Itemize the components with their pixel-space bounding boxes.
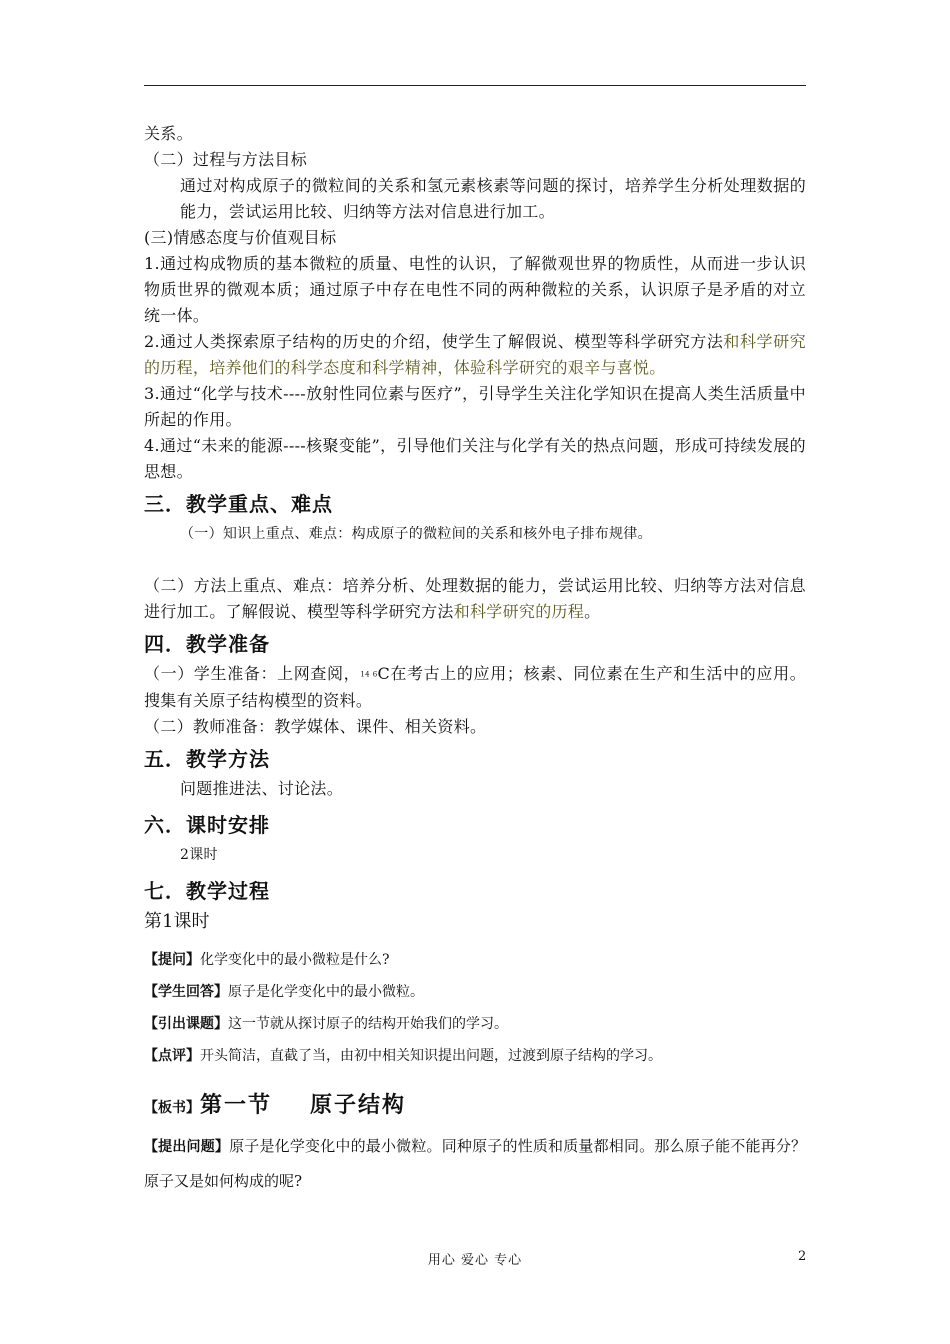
subheading-process-method: （二）过程与方法目标 — [144, 150, 308, 169]
board-title-topic: 原子结构 — [310, 1092, 407, 1118]
section-heading-5: 五．教学方法 — [144, 746, 270, 771]
process-item-topic — [144, 1008, 806, 1040]
tag-label: 【学生回答】 — [144, 983, 228, 1000]
section-heading-3: 三．教学重点、难点 — [144, 492, 333, 516]
method-focus-text: （二）方法上重点、难点：培养分析、处理数据的能力，尝试运用比较、归纳等方法对信息进行加工。了解假说、模型等科学研究方法 — [144, 576, 806, 621]
paragraph-method-focus — [144, 573, 806, 625]
tag-label: 【点评】 — [144, 1047, 200, 1064]
paragraph-student-prep — [144, 661, 806, 714]
document-body — [144, 121, 806, 1213]
footer-motto: 用心 爱心 专心 — [427, 1253, 523, 1268]
board-tag: 【板书】 — [144, 1099, 200, 1116]
student-prep-text-2: C在考古上的应用；核素、同位素在生产和生活中的应用。搜集有关原子结构模型的资料。 — [144, 664, 807, 710]
text-line: 关系。 — [144, 124, 193, 143]
paragraph-schedule: 2课时 — [180, 846, 218, 863]
tag-label: 【提问】 — [144, 951, 200, 968]
student-prep-text: （一）学生准备：上网查阅， — [144, 664, 361, 683]
page-number: 2 — [798, 1249, 807, 1264]
section-heading-6: 六．课时安排 — [144, 812, 270, 837]
item-text: 这一节就从探讨原子的结构开始我们的学习。 — [228, 1015, 508, 1032]
isotope-notation: 14 6 — [360, 670, 378, 679]
paragraph-teacher-prep: （二）教师准备：教学媒体、课件、相关资料。 — [144, 716, 487, 736]
process-item-comment — [144, 1040, 806, 1072]
item-text: 原子是化学变化中的最小微粒。 — [228, 983, 424, 1000]
section-heading-7: 七．教学过程 — [144, 878, 270, 903]
item-text: 开头简洁，直截了当，由初中相关知识提出问题，过渡到原子结构的学习。 — [200, 1047, 662, 1064]
paragraph-item-4: 4.通过“未来的能源----核聚变能”，引导他们关注与化学有关的热点问题，形成可持续发展的思想。 — [144, 436, 806, 481]
paragraph-item-1: 1.通过构成物质的基本微粒的质量、电性的认识，了解微观世界的物质性，从而进一步认识物质世界的微观本质；通过原子中存在电性不同的两种微粒的关系，认识原子是矛盾的对立统一体。 — [144, 254, 806, 325]
paragraph-knowledge-focus: （一）知识上重点、难点：构成原子的微粒间的关系和核外电子排布规律。 — [180, 526, 652, 542]
process-item-answer — [144, 976, 806, 1008]
tag-label: 【引出课题】 — [144, 1015, 228, 1032]
paragraph-process-method: 通过对构成原子的微粒间的关系和氢元素核素等问题的探讨，培养学生分析处理数据的能力，尝试运用比较、归纳等方法对信息进行加工。 — [180, 176, 806, 221]
subheading-emotion-attitude: (三)情感态度与价值观目标 — [144, 228, 337, 247]
lesson-title: 第1课时 — [144, 910, 210, 932]
item-2-highlight: 和科学研究的历程，培养他们的科学态度和科学精神，体验科学研究的艰辛与喜悦。 — [144, 332, 806, 377]
tag-label: 【提出问题】 — [144, 1138, 230, 1155]
paragraph-teaching-method: 问题推进法、讨论法。 — [180, 778, 344, 798]
method-focus-highlight: 和科学研究的历程 — [453, 602, 585, 621]
item-2-text: 2.通过人类探索原子结构的历史的介绍，使学生了解假说、模型等科学研究方法 — [144, 332, 724, 351]
method-focus-end: 。 — [584, 602, 601, 621]
paragraph-item-2 — [144, 329, 806, 381]
blackboard-heading — [144, 1088, 806, 1119]
header-rule — [144, 85, 806, 86]
paragraph-raise-question — [144, 1129, 806, 1198]
process-item-question — [144, 944, 806, 976]
section-heading-4: 四．教学准备 — [144, 632, 270, 656]
paragraph-item-3: 3.通过“化学与技术----放射性同位素与医疗”，引导学生关注化学知识在提高人类生活质量中所起的作用。 — [144, 384, 806, 429]
spacer — [144, 547, 806, 573]
board-title-section: 第一节 — [200, 1092, 273, 1118]
item-text: 原子是化学变化中的最小微粒。同种原子的性质和质量都相同。那么原子能不能再分？原子又是如何构成的呢? — [144, 1136, 806, 1190]
item-text: 化学变化中的最小微粒是什么? — [200, 951, 390, 968]
